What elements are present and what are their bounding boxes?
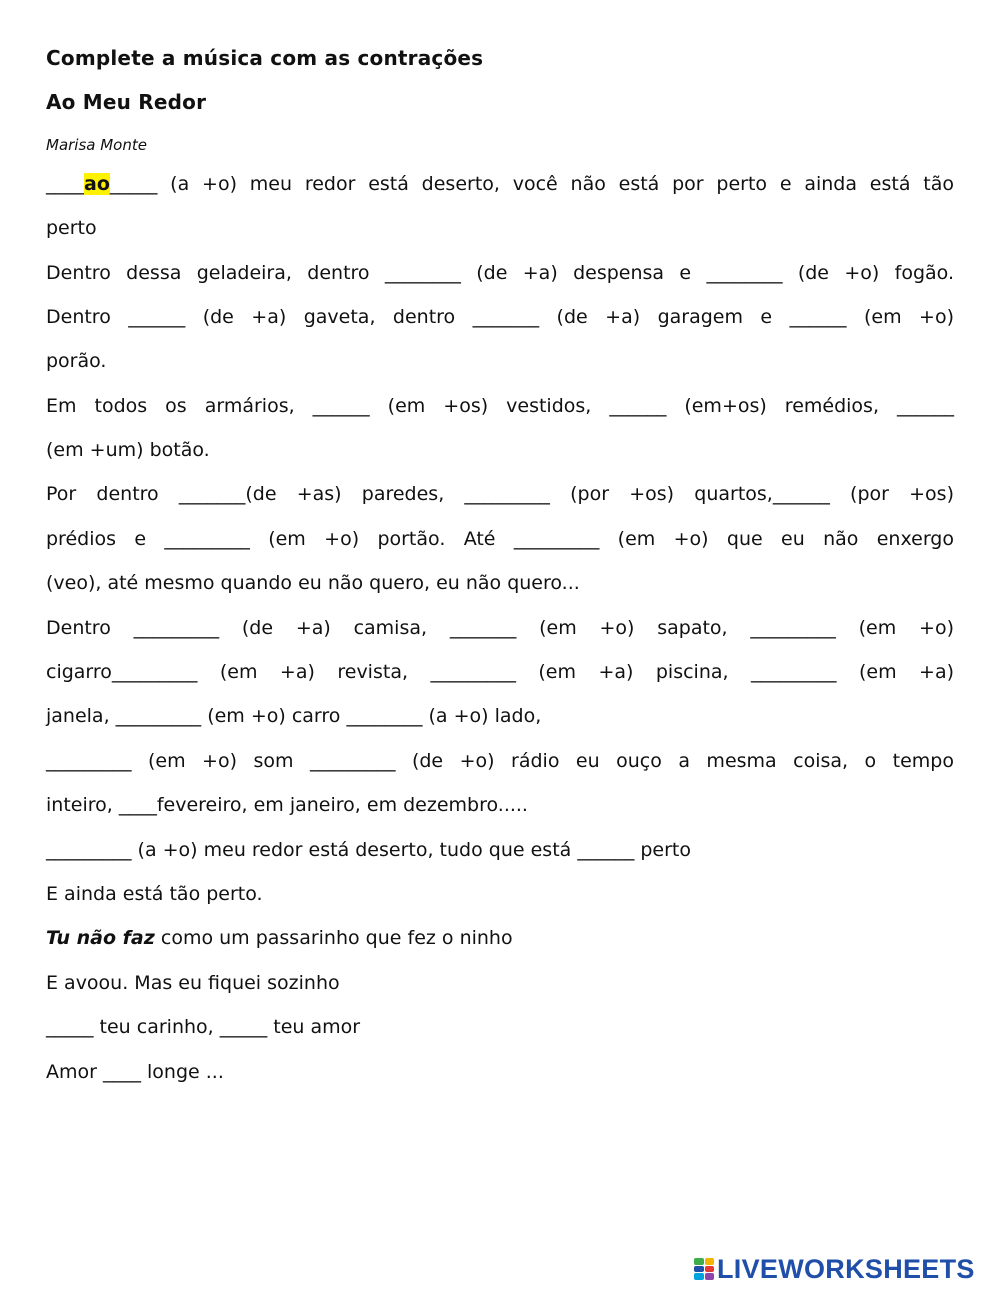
lyric-line: Dentro _________ (de +a) camisa, _______ (em +o) sapato, _________ (em +o) xyxy=(46,617,954,639)
lyric-line: Em todos os armários, ______ (em +os) vestidos, ______ (em+os) remédios, ______ xyxy=(46,395,954,417)
lyric-line: porão. xyxy=(46,350,107,372)
lyric-line: cigarro_________ (em +a) revista, _________ (em +a) piscina, _________ (em +a) xyxy=(46,661,954,683)
lyric-line: Amor ____ longe ... xyxy=(46,1061,224,1083)
answer-highlight[interactable]: ao xyxy=(84,173,110,195)
brand-name: LIVEWORKSHEETS xyxy=(717,1253,975,1284)
lyric-line: Dentro dessa geladeira, dentro ________ (de +a) despensa e ________ (de +o) fogão. xyxy=(46,262,954,284)
lyric-text: _____ (a +o) meu redor está deserto, você não está por perto e ainda está tão xyxy=(109,173,954,195)
lyric-line: E avoou. Mas eu fiquei sozinho xyxy=(46,972,340,994)
lyric-line: _________ (em +o) som _________ (de +o) rádio eu ouço a mesma coisa, o tempo xyxy=(46,750,954,772)
blank-text: ____ xyxy=(46,173,84,195)
lyric-line: Dentro ______ (de +a) gaveta, dentro _______ (de +a) garagem e ______ (em +o) xyxy=(46,306,954,328)
lyric-line: (em +um) botão. xyxy=(46,439,210,461)
lyric-line: _____ teu carinho, _____ teu amor xyxy=(46,1016,361,1038)
lyric-text: como um passarinho que fez o ninho xyxy=(154,927,513,949)
lyric-line: E ainda está tão perto. xyxy=(46,883,263,905)
lyric-line: prédios e _________ (em +o) portão. Até _________ (em +o) que eu não enxergo xyxy=(46,528,954,550)
lyric-line: janela, _________ (em +o) carro ________ (a +o) lado, xyxy=(46,705,542,727)
lyric-line: _________ (a +o) meu redor está deserto, tudo que está ______ perto xyxy=(46,839,691,861)
lyric-line: (veo), até mesmo quando eu não quero, eu não quero... xyxy=(46,572,580,594)
lyric-line: perto xyxy=(46,217,97,239)
lyric-line xyxy=(46,172,954,196)
liveworksheets-logo xyxy=(694,1253,975,1284)
instruction-heading: Complete a música com as contrações xyxy=(46,46,484,70)
lyric-line xyxy=(46,926,954,950)
logo-blocks-icon xyxy=(694,1258,714,1280)
song-title: Ao Meu Redor xyxy=(46,90,207,114)
lyric-line: inteiro, ____fevereiro, em janeiro, em dezembro..... xyxy=(46,794,528,816)
emphasis-text: Tu não faz xyxy=(46,927,155,949)
lyric-line: Por dentro _______(de +as) paredes, _________ (por +os) quartos,______ (por +os) xyxy=(46,483,954,505)
artist-name: Marisa Monte xyxy=(46,136,147,154)
